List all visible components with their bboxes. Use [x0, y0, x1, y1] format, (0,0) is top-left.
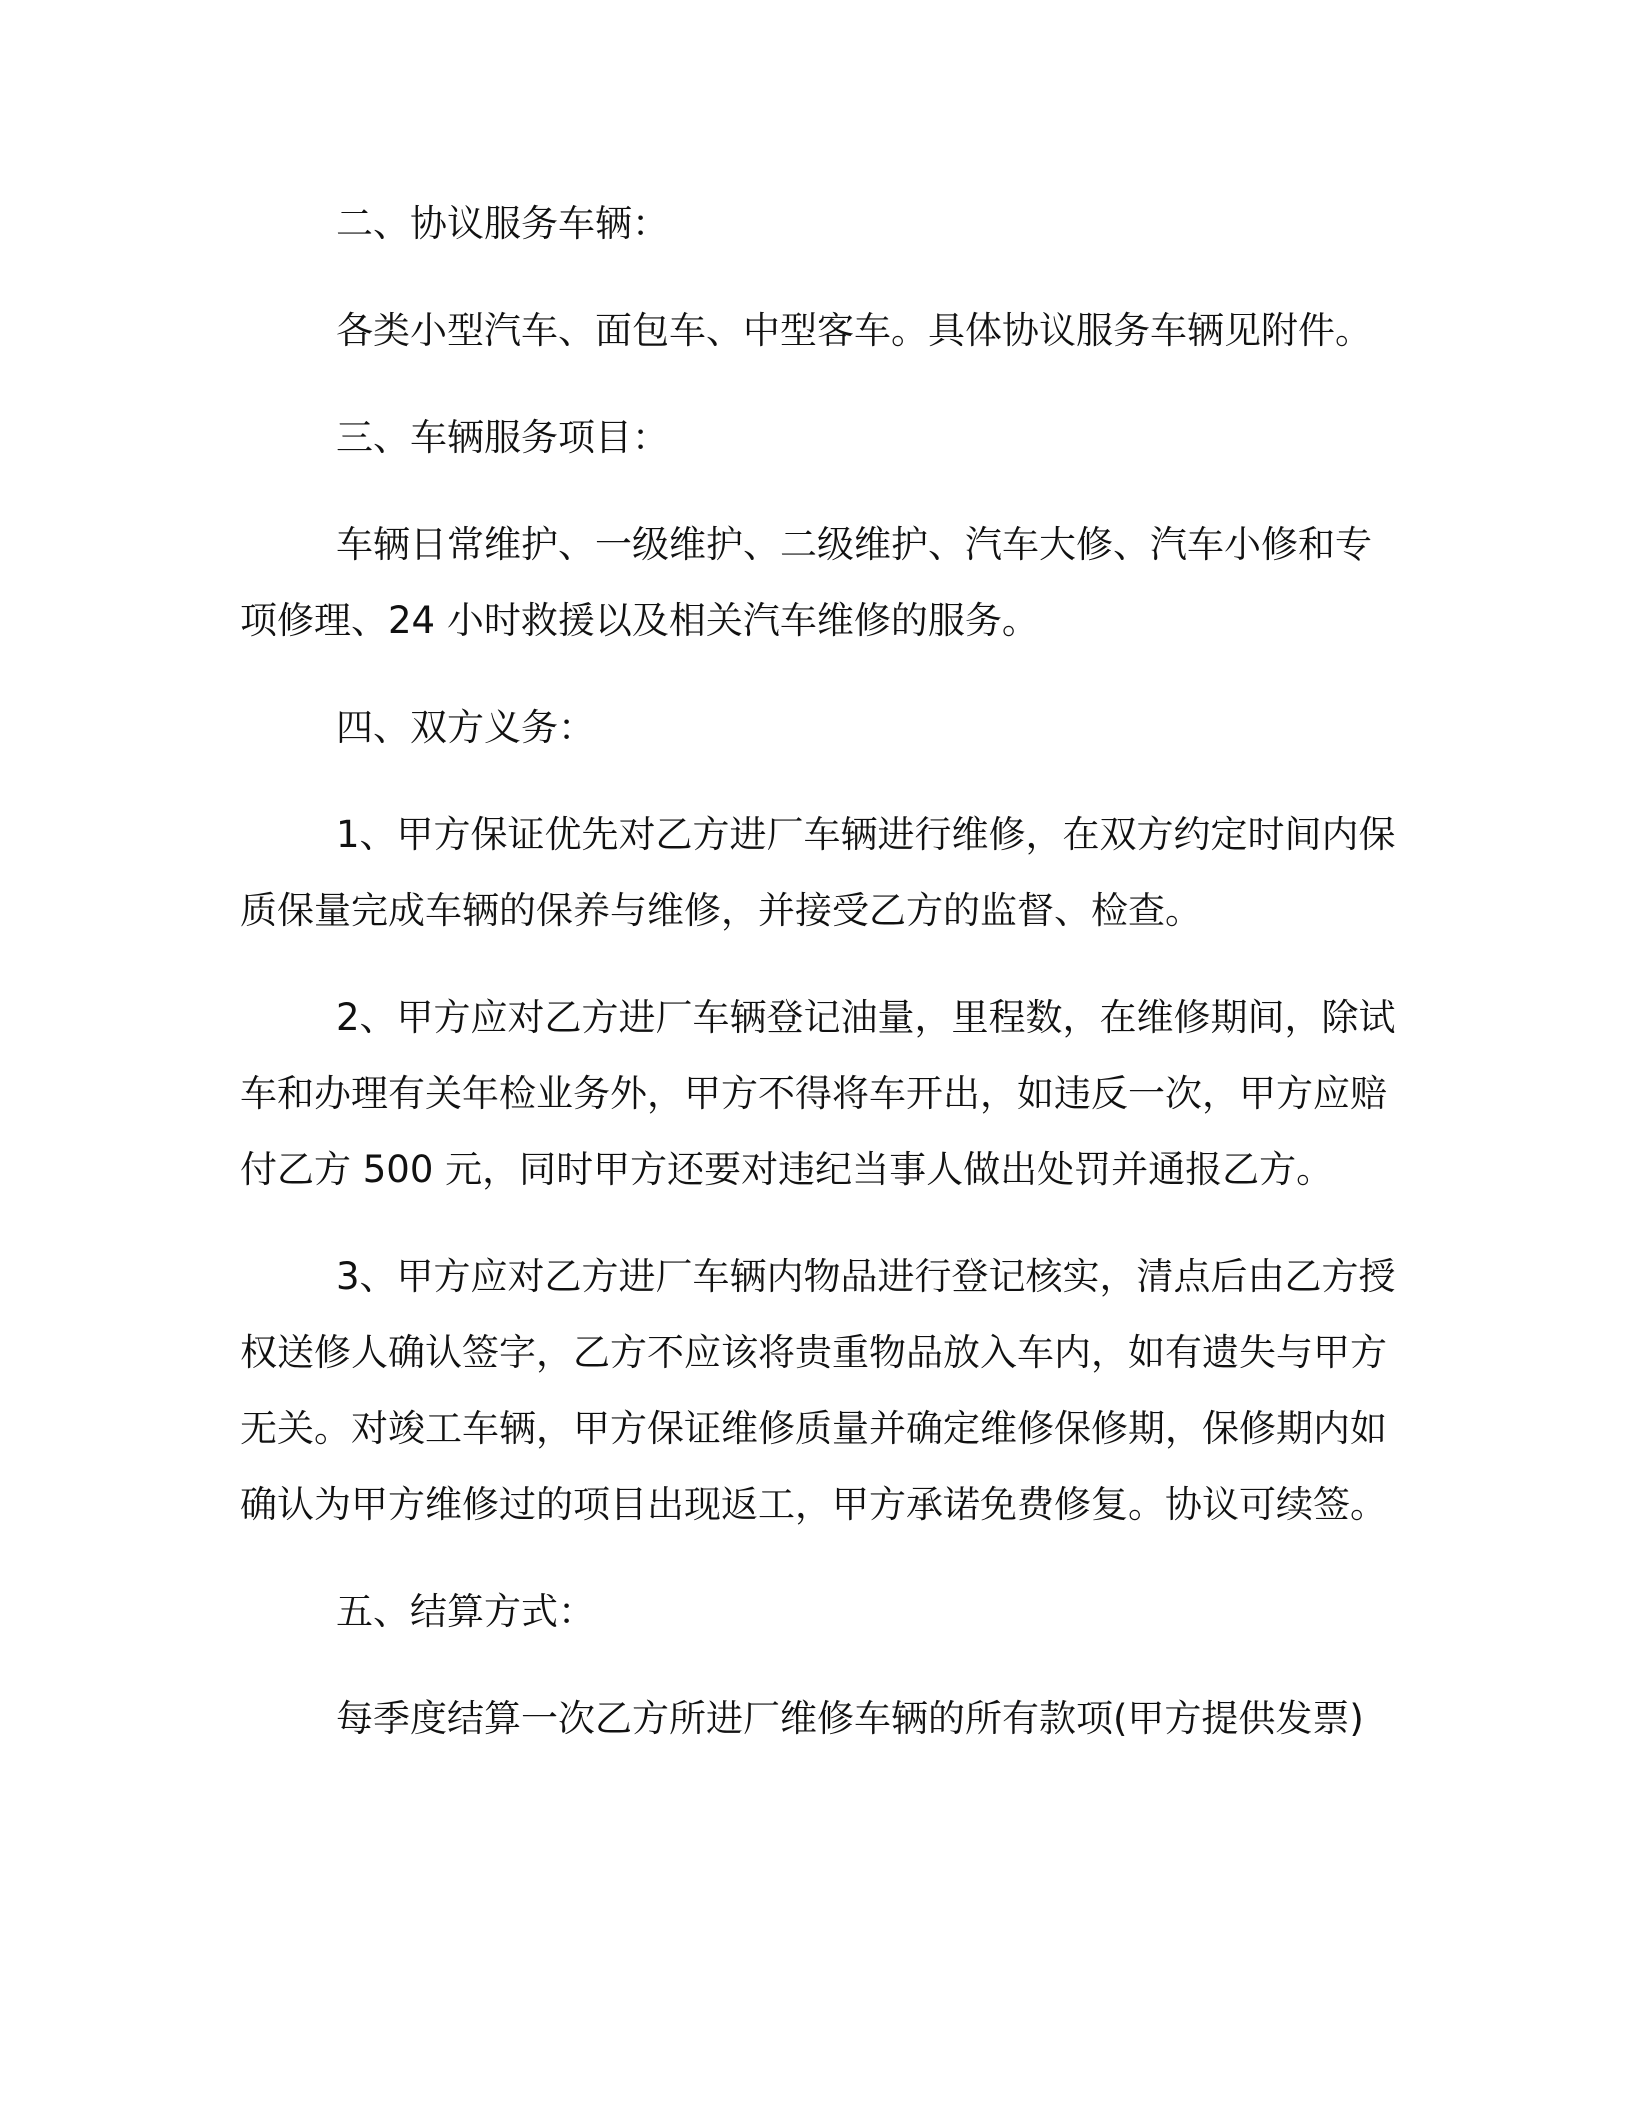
section-heading-vehicles: 二、协议服务车辆：: [336, 202, 669, 245]
section-heading-settlement: 五、结算方式：: [336, 1590, 595, 1633]
section-heading-service-items: 三、车辆服务项目：: [336, 416, 669, 459]
obligation-item-2: 2、甲方应对乙方进厂车辆登记油量，里程数，在维修期间，除试车和办理有关年检业务外，甲方不得将车开出，如违反一次，甲方应赔付乙方 500 元，同时甲方还要对违纪当事人做出处罚并通报乙方。: [240, 996, 1396, 1191]
settlement-paragraph: 每季度结算一次乙方所进厂维修车辆的所有款项(甲方提供发票): [336, 1697, 1364, 1740]
document-body: [240, 186, 1400, 1757]
service-items-paragraph: 车辆日常维护、一级维护、二级维护、汽车大修、汽车小修和专项修理、24 小时救援以及相关汽车维修的服务。: [240, 523, 1372, 642]
obligation-item-1: 1、甲方保证优先对乙方进厂车辆进行维修，在双方约定时间内保质保量完成车辆的保养与维修，并接受乙方的监督、检查。: [240, 813, 1396, 932]
section-heading-obligations: 四、双方义务：: [336, 706, 595, 749]
obligation-item-3: 3、甲方应对乙方进厂车辆内物品进行登记核实，清点后由乙方授权送修人确认签字，乙方不应该将贵重物品放入车内，如有遗失与甲方无关。对竣工车辆，甲方保证维修质量并确定维修保修期，保修期内如确认为甲方维修过的项目出现返工，甲方承诺免费修复。协议可续签。: [240, 1255, 1396, 1526]
vehicles-paragraph: 各类小型汽车、面包车、中型客车。具体协议服务车辆见附件。: [336, 309, 1372, 352]
